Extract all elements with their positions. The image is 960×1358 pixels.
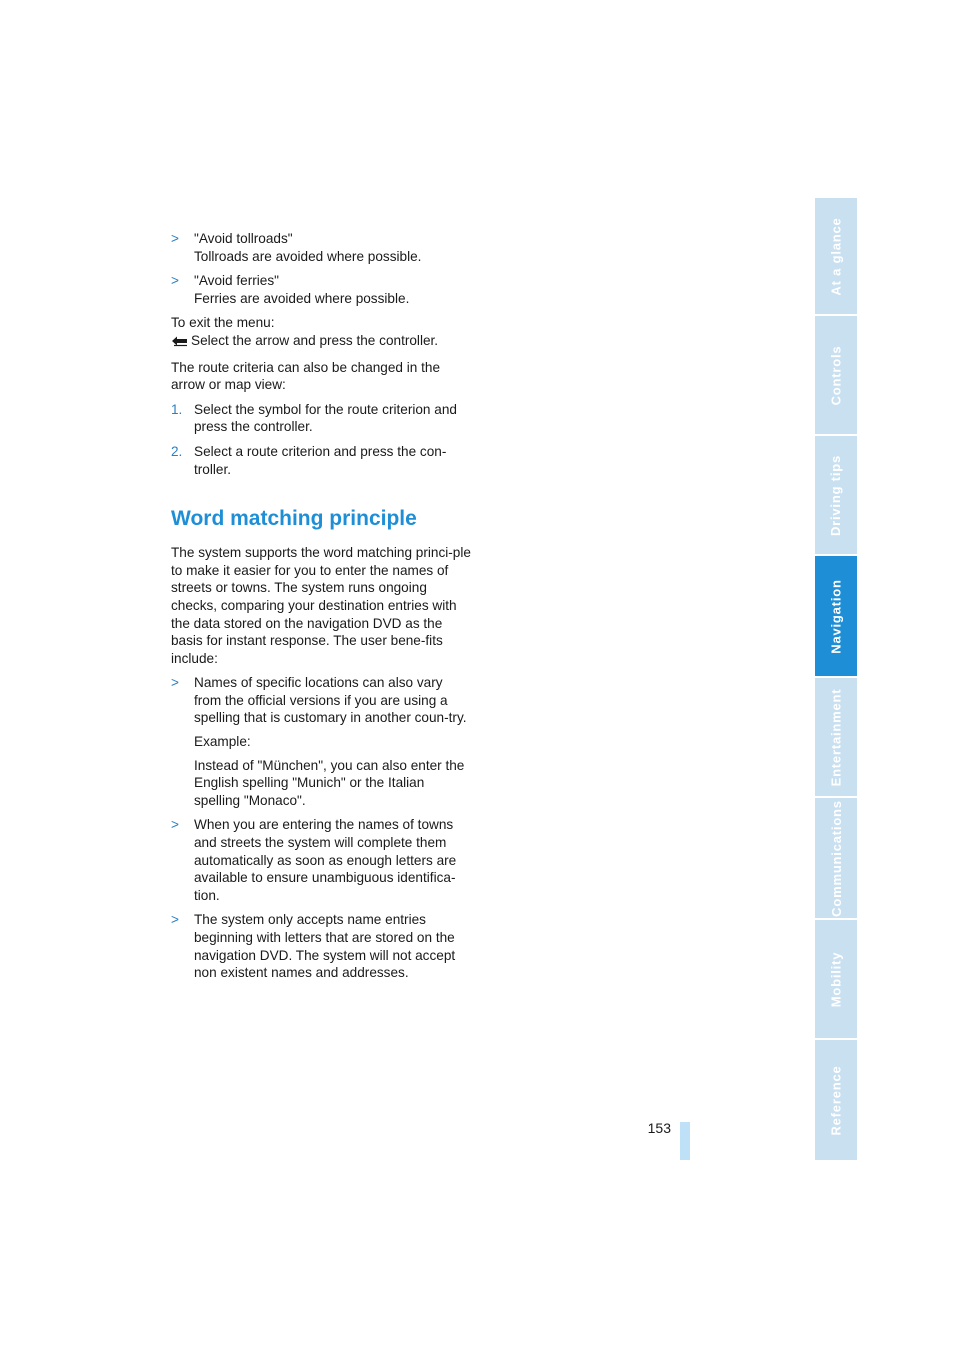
step-text: Select the symbol for the route criterion and press the controller. — [194, 401, 457, 435]
list-item — [171, 230, 471, 265]
benefit-text: Names of specific locations can also vary from the official versions if you are using a spelling that is customary in another coun-try. — [194, 675, 467, 726]
back-arrow-icon — [171, 334, 188, 352]
list-item — [171, 674, 471, 809]
step-item — [171, 401, 471, 436]
exit-label: To exit the menu: — [171, 315, 275, 331]
example-label: Example: — [194, 734, 251, 750]
benefit-text: When you are entering the names of towns and streets the system will complete them automatically as soon as enough letters are available to ensure unambiguous identifica-tion. — [194, 817, 457, 903]
tab-reference[interactable]: Reference — [815, 1040, 857, 1160]
bullet-mark: > — [171, 675, 179, 691]
tab-communications[interactable]: Communications — [815, 798, 857, 918]
step-number: 2. — [171, 443, 183, 459]
main-column — [171, 230, 471, 989]
tab-controls[interactable]: Controls — [815, 316, 857, 434]
step-number: 1. — [171, 401, 183, 417]
bullet-mark: > — [171, 912, 179, 928]
tab-at-a-glance[interactable]: At a glance — [815, 198, 857, 314]
step-item — [171, 443, 471, 478]
tab-navigation[interactable]: Navigation — [815, 556, 857, 676]
section-intro: The system supports the word matching princi-ple to make it easier for you to enter the names of streets or towns. The system runs ongoing checks, comparing your destination entries with the data stored on the navigation DVD as the basis for instant response. The user bene-fits include: — [171, 545, 471, 666]
example-text: Instead of "München", you can also enter the English spelling "Munich" or the Italian spelling "Monaco". — [194, 757, 465, 808]
criterion-text: Ferries are avoided where possible. — [194, 290, 410, 306]
page-marker-bar — [680, 1122, 690, 1160]
bullet-mark: > — [171, 273, 179, 289]
section-heading: Word matching principle — [171, 507, 417, 531]
chapter-sidebar — [815, 198, 857, 1160]
exit-instruction — [171, 332, 471, 352]
list-item — [171, 272, 471, 307]
tab-entertainment[interactable]: Entertainment — [815, 678, 857, 796]
criterion-title: "Avoid tollroads" — [194, 231, 293, 246]
exit-text: Select the arrow and press the controller. — [191, 332, 439, 348]
list-item — [171, 911, 471, 981]
route-intro: The route criteria can also be changed in the arrow or map view: — [171, 359, 441, 393]
bullet-mark: > — [171, 817, 179, 833]
tab-mobility[interactable]: Mobility — [815, 920, 857, 1038]
bullet-mark: > — [171, 231, 179, 246]
criterion-text: Tollroads are avoided where possible. — [194, 248, 422, 264]
list-item — [171, 816, 471, 904]
tab-driving-tips[interactable]: Driving tips — [815, 436, 857, 554]
benefit-text: The system only accepts name entries beginning with letters that are stored on the navigation DVD. The system will not accept non existent names and addresses. — [194, 912, 456, 981]
page-number: 153 — [647, 1120, 671, 1136]
step-text: Select a route criterion and press the con-troller. — [194, 443, 447, 477]
criterion-title: "Avoid ferries" — [194, 273, 279, 289]
